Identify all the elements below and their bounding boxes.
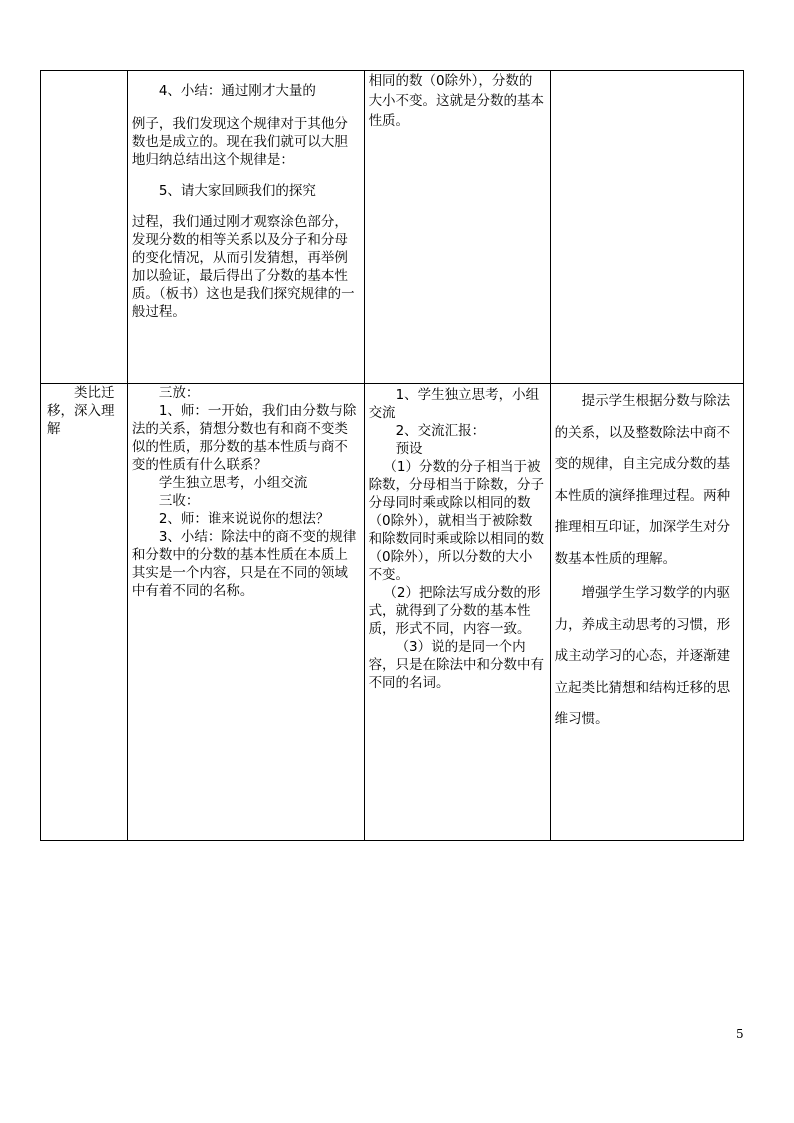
table-row (41, 384, 744, 841)
design-intent-cell (550, 71, 743, 384)
teacher-text: 三收： (158, 493, 200, 509)
page-number: 5 (736, 1027, 744, 1041)
teacher-text: 2、师：谁来说说你的想法？ (158, 511, 330, 527)
student-activity-cell (364, 71, 550, 384)
teacher-text: 1、师：一开始，我们由分数与除法的关系，猜想分数也有和商不变类似的性质，那分数的基本性质与商不变的性质有什么联系？ (131, 403, 357, 473)
teacher-text: 三放： (158, 385, 200, 401)
teacher-text: 例子，我们发现这个规律对于其他分数也是成立的。现在我们就可以大胆地归纳总结出这个规律是： (131, 116, 348, 168)
design-intent-cell (550, 384, 743, 841)
lesson-plan-table (40, 70, 744, 841)
teacher-text: 5、请大家回顾我们的探究 (158, 183, 316, 199)
student-text: （3）说的是同一个内容，只是在除法中和分数中有不同的名词。 (368, 639, 545, 691)
teacher-activity-cell (127, 384, 364, 841)
student-text: 2、交流汇报： (395, 423, 486, 439)
student-text: 相同的数（0除外），分数的大小不变。这就是分数的基本性质。 (368, 73, 545, 129)
stage-label: 类比迁移，深入理解 (47, 385, 115, 437)
intent-text: 提示学生根据分数与除法的关系，以及整数除法中商不变的规律，自主完成分数的基本性质的演绎推理过程。两种推理相互印证，加深学生对分数基本性质的理解。 (554, 393, 731, 567)
stage-cell (41, 71, 128, 384)
table-row (41, 71, 744, 384)
student-text: 1、学生独立思考，小组交流 (368, 387, 540, 421)
stage-cell (41, 384, 128, 841)
teacher-text: 学生独立思考，小组交流 (158, 475, 308, 491)
teacher-text: 4、小结：通过刚才大量的 (158, 83, 316, 99)
student-text: 预设 (395, 441, 423, 457)
teacher-text: 3、小结：除法中的商不变的规律和分数中的分数的基本性质在本质上其实是一个内容，只是在不同的领域中有着不同的名称。 (131, 529, 357, 599)
intent-text: 增强学生学习数学的内驱力，养成主动思考的习惯，形成主动学习的心态，并逐渐建立起类比猜想和结构迁移的思维习惯。 (554, 585, 731, 727)
student-text: （1）分数的分子相当于被除数，分母相当于除数，分子分母同时乘或除以相同的数（0除外），就相当于被除数和除数同时乘或除以相同的数（0除外），所以分数的大小不变。 (368, 459, 545, 583)
student-activity-cell (364, 384, 550, 841)
teacher-text: 过程，我们通过刚才观察涂色部分，发现分数的相等关系以及分子和分母的变化情况，从而引发猜想，再举例加以验证，最后得出了分数的基本性质。（板书）这也是我们探究规律的一般过程。 (131, 214, 355, 320)
teacher-activity-cell (127, 71, 364, 384)
student-text: （2）把除法写成分数的形式，就得到了分数的基本性质，形式不同，内容一致。 (368, 585, 541, 637)
